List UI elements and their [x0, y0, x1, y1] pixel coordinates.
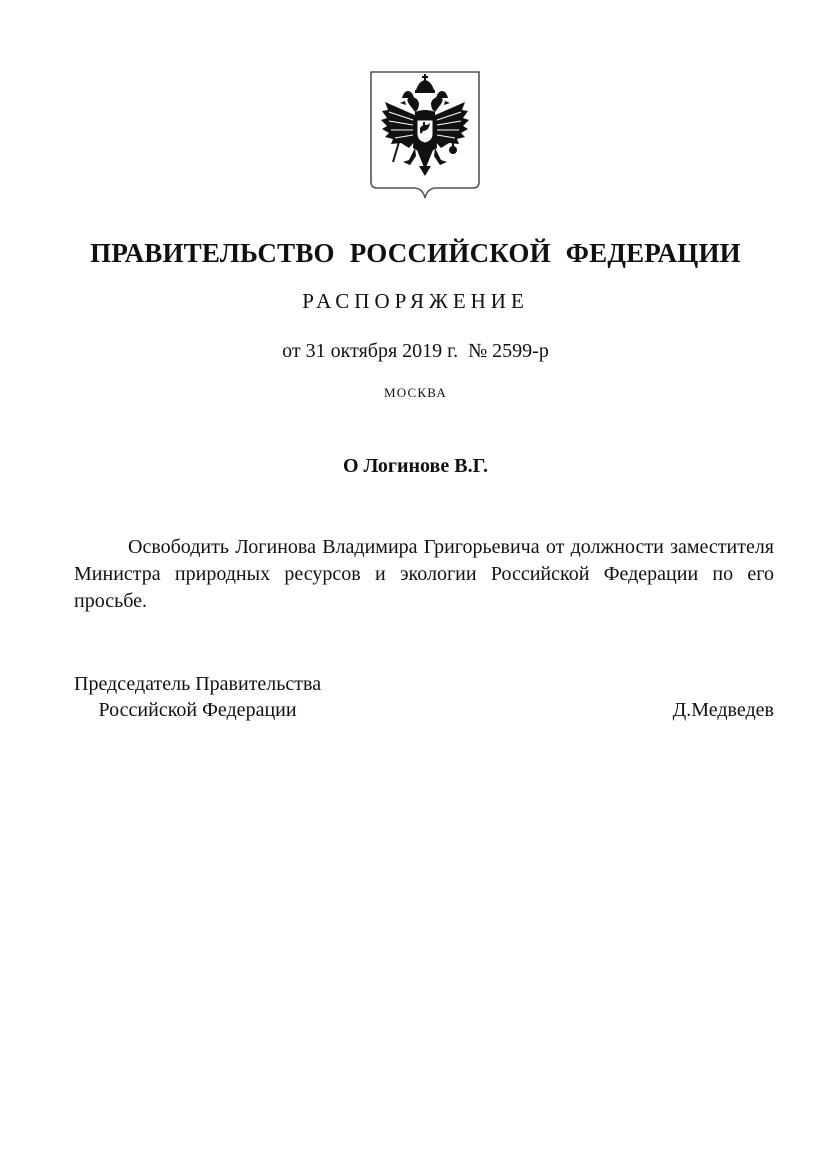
document-body: Освободить Логинова Владимира Григорьевича от должности заместителя Министра природных ресурсов и экологии Российской Федерации по его просьбе. [74, 536, 774, 612]
government-title: ПРАВИТЕЛЬСТВО РОССИЙСКОЙ ФЕДЕРАЦИИ [90, 238, 741, 268]
document-subject: О Логинове В.Г. [342, 455, 489, 477]
signatory-position-line2: Российской Федерации [98, 699, 297, 721]
document-number: № 2599-р [468, 340, 549, 362]
document-type: РАСПОРЯЖЕНИЕ [302, 289, 529, 313]
coat-of-arms-icon [369, 70, 481, 202]
document-date-line [0, 340, 831, 363]
signatory-name: Д.Медведев [672, 699, 774, 721]
signatory-position [74, 671, 321, 723]
document-city: МОСКВА [384, 385, 447, 400]
document-date: от 31 октября 2019 г. [282, 340, 459, 362]
signatory-position-line1: Председатель Правительства [74, 673, 322, 695]
